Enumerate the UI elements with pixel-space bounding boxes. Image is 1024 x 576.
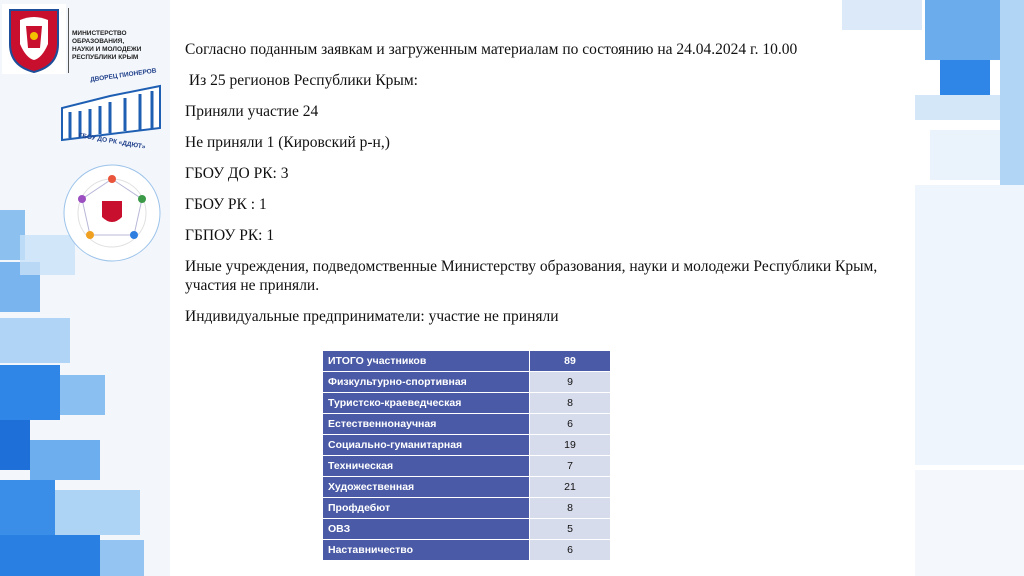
- ministry-line-1: МИНИСТЕРСТВО ОБРАЗОВАНИЯ,: [72, 30, 127, 45]
- status-line: Согласно поданным заявкам и загруженным материалам по состоянию на 24.04.2024 г. 10.00: [185, 41, 798, 58]
- table-row: [323, 477, 611, 498]
- gbpou-rk-line: ГБПОУ РК: 1: [185, 227, 275, 244]
- crimea-coat-of-arms-icon: [2, 4, 66, 74]
- table-row: [323, 519, 611, 540]
- row-name: ОВЗ: [323, 519, 530, 540]
- ministry-name: [72, 30, 170, 62]
- row-value: 89: [530, 351, 611, 372]
- row-value: 5: [530, 519, 611, 540]
- row-name: Профдебют: [323, 498, 530, 519]
- row-value: 8: [530, 498, 611, 519]
- gbou-do-rk-line: ГБОУ ДО РК: 3: [185, 165, 289, 182]
- row-name: Естественнонаучная: [323, 414, 530, 435]
- table-row: [323, 393, 611, 414]
- table-row: [323, 456, 611, 477]
- regions-line: Из 25 регионов Республики Крым:: [185, 72, 418, 89]
- participated-line: Приняли участие 24: [185, 103, 319, 120]
- regional-model-center-logo: [62, 163, 162, 263]
- table-row: [323, 435, 611, 456]
- logo-sidebar: [0, 0, 170, 576]
- palace-of-pioneers-logo: [50, 78, 170, 158]
- table-row: [323, 540, 611, 561]
- row-name: Художественная: [323, 477, 530, 498]
- table-row: [323, 351, 611, 372]
- gbou-rk-line: ГБОУ РК : 1: [185, 196, 267, 213]
- report-text: [185, 40, 925, 338]
- row-name: Социально-гуманитарная: [323, 435, 530, 456]
- row-name: Туристско-краеведческая: [323, 393, 530, 414]
- table-row: [323, 372, 611, 393]
- other-institutions-line: Иные учреждения, подведомственные Министерству образования, науки и молодежи Республики Крым, участия не приняли.: [185, 258, 878, 294]
- logo-divider: [68, 8, 69, 73]
- palace-logo-top-text: ДВОРЕЦ ПИОНЕРОВ: [89, 67, 157, 84]
- table-row: [323, 414, 611, 435]
- row-value: 8: [530, 393, 611, 414]
- row-name: Наставничество: [323, 540, 530, 561]
- palace-logo-bottom-text: ГБОУ ДО РК «ДДЮТ»: [77, 132, 146, 151]
- ministry-line-3: РЕСПУБЛИКИ КРЫМ: [72, 54, 139, 61]
- row-name: Физкультурно-спортивная: [323, 372, 530, 393]
- row-value: 6: [530, 540, 611, 561]
- row-name: Техническая: [323, 456, 530, 477]
- row-value: 19: [530, 435, 611, 456]
- row-value: 21: [530, 477, 611, 498]
- not-participated-line: Не приняли 1 (Кировский р-н,): [185, 134, 390, 151]
- row-value: 6: [530, 414, 611, 435]
- table-row: [323, 498, 611, 519]
- row-name: ИТОГО участников: [323, 351, 530, 372]
- row-value: 7: [530, 456, 611, 477]
- entrepreneurs-line: Индивидуальные предприниматели: участие не приняли: [185, 308, 559, 325]
- row-value: 9: [530, 372, 611, 393]
- ministry-line-2: НАУКИ И МОЛОДЕЖИ: [72, 46, 142, 53]
- participants-table: [322, 350, 611, 561]
